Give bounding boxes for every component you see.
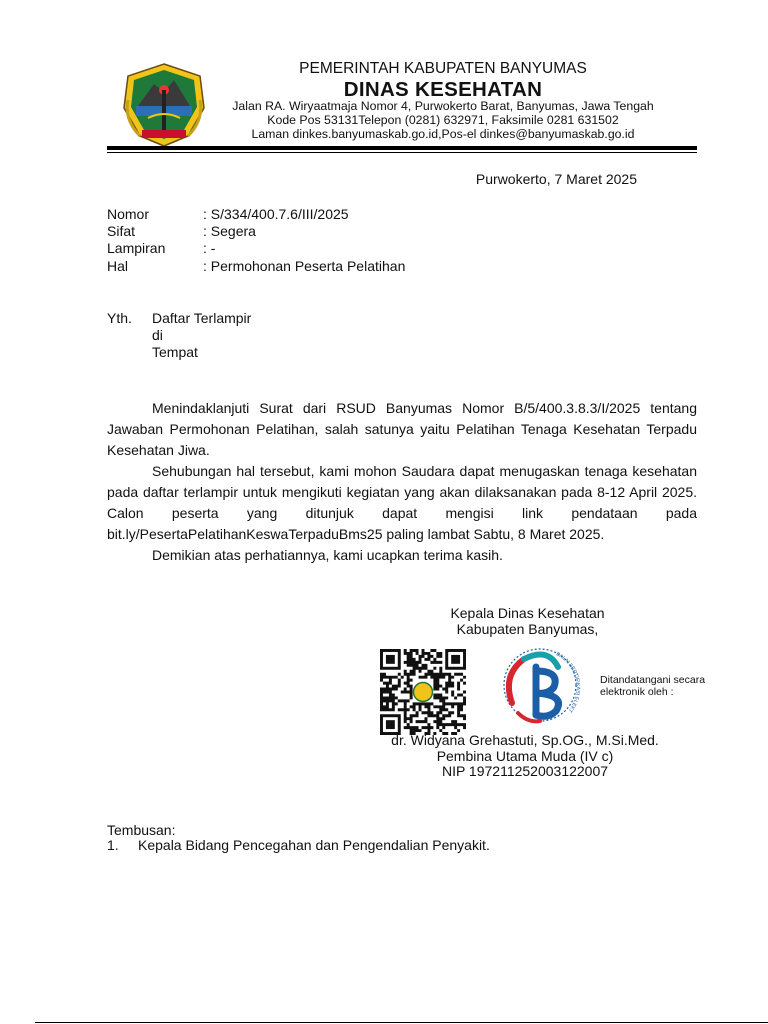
addressee-di: di: [152, 327, 163, 343]
letter-body: [107, 398, 697, 566]
hal-label: Hal: [107, 258, 129, 274]
nomor-value: : S/334/400.7.6/III/2025: [203, 206, 349, 222]
qr-code-icon: [380, 649, 466, 735]
letterhead-divider-thick: [107, 146, 697, 150]
cc-label: Tembusan:: [107, 822, 176, 838]
esign-note-line1: Ditandatangani secara: [600, 674, 706, 686]
letter-date: Purwokerto, 7 Maret 2025: [475, 171, 637, 187]
signer-name: dr. Widyana Grehastuti, Sp.OG., M.Si.Med.: [391, 732, 659, 748]
signer-nip: NIP 197211252003122007: [441, 763, 609, 779]
signer-office: Kabupaten Banyumas,: [456, 621, 599, 637]
letterhead-phone: Kode Pos 53131Telepon (0281) 632971, Faksimile 0281 631502: [267, 113, 619, 127]
body-paragraph-2: Sehubungan hal tersebut, kami mohon Saudara dapat menugaskan tenaga kesehatan pada daftar terlampir untuk mengikuti kegiatan yang akan dilaksanakan pada 8-12 April 2025. Calon peserta yang ditunjuk dapat mengisi link pendataan pada bit.ly/PesertaPelatihanKeswaTerpaduBms25 paling lambat Sabtu, 8 Maret 2025.: [107, 463, 697, 542]
bsre-seal-icon: [496, 645, 590, 727]
cc-item-number: 1.: [107, 837, 119, 853]
letterhead-government: PEMERINTAH KABUPATEN BANYUMAS: [299, 60, 587, 77]
addressee-recipient: Daftar Terlampir: [152, 310, 252, 326]
body-paragraph-3: Demikian atas perhatiannya, kami ucapkan terima kasih.: [152, 547, 503, 563]
addressee-yth: Yth.: [107, 310, 132, 326]
esign-note: [600, 674, 705, 698]
nomor-label: Nomor: [107, 206, 150, 222]
lampiran-label: Lampiran: [107, 240, 166, 256]
letterhead-divider-thin: [107, 152, 697, 153]
seal-arc-text: BALAI SERTIFIKASI ELEKT: [555, 651, 581, 714]
banyumas-regency-logo: [118, 60, 210, 148]
letterhead-address: Jalan RA. Wiryaatmaja Nomor 4, Purwokerto Barat, Banyumas, Jawa Tengah: [232, 99, 654, 113]
cc-item-text: Kepala Bidang Pencegahan dan Pengendalian Penyakit.: [138, 837, 490, 853]
signer-rank: Pembina Utama Muda (IV c): [436, 748, 614, 764]
page-bottom-rule: [35, 1022, 768, 1023]
sifat-label: Sifat: [107, 223, 136, 239]
letterhead-web: Laman dinkes.banyumaskab.go.id,Pos-el dinkes@banyumaskab.go.id: [251, 127, 635, 141]
esign-note-line2: elektronik oleh :: [600, 686, 674, 698]
letterhead-contact-block: [218, 99, 668, 141]
lampiran-value: : -: [203, 240, 216, 256]
qr-center-emblem: [414, 683, 433, 702]
addressee-place: Tempat: [152, 344, 198, 360]
sifat-value: : Segera: [203, 223, 256, 239]
signer-position: Kepala Dinas Kesehatan: [450, 605, 605, 621]
hal-value: : Permohonan Peserta Pelatihan: [203, 258, 406, 274]
body-paragraph-1: Menindaklanjuti Surat dari RSUD Banyumas Nomor B/5/400.3.8.3/I/2025 tentang Jawaban Permohonan Pelatihan, salah satunya yaitu Pelatihan Tenaga Kesehatan Terpadu Kesehatan Jiwa.: [107, 400, 697, 458]
letterhead-agency: DINAS KESEHATAN: [343, 78, 543, 101]
